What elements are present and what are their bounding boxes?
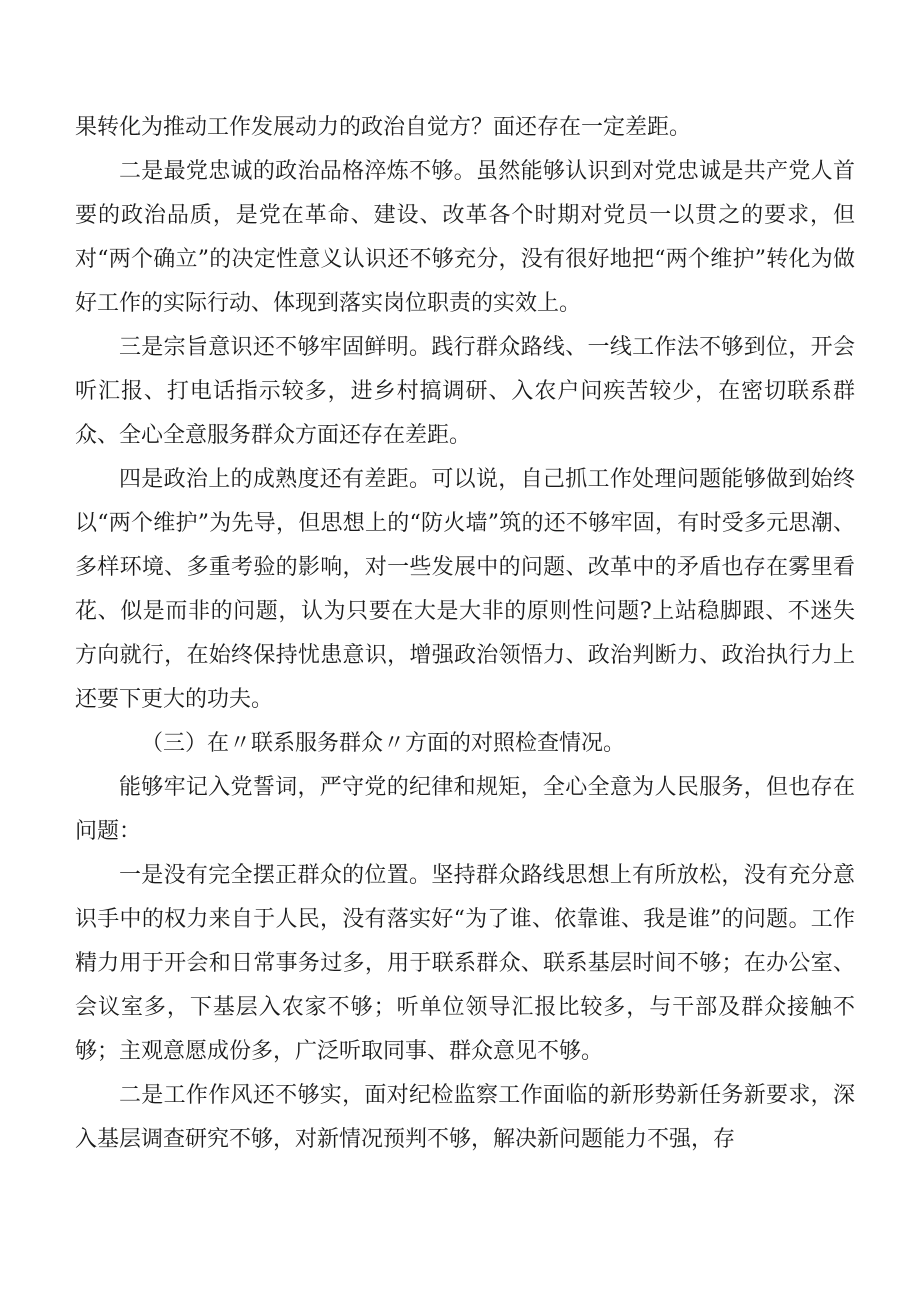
section-heading: （三）在〃联系服务群众〃方面的对照检查情况。: [141, 731, 626, 756]
paragraph-5: 能够牢记入党誓词，严守党的纪律和规矩，全心全意为人民服务，但也存在问题：: [75, 775, 855, 844]
paragraph-6: 一是没有完全摆正群众的位置。坚持群众路线思想上有所放松，没有充分意识手中的权力来自于人民，没有落实好“为了谁、依靠谁、我是谁”的问题。工作精力用于开会和日常事务过多，用于联系群众、联系基层时间不够；在办公室、会议室多，下基层入农家不够；听单位领导汇报比较多，与干部及群众接触不够；主观意愿成份多，广泛听取同事、群众意见不够。: [75, 863, 855, 1064]
document-body: [75, 106, 855, 1162]
paragraph-3: 三是宗旨意识还不够牢固鲜明。践行群众路线、一线工作法不够到位，开会听汇报、打电话指示较多，进乡村搞调研、入农户问疾苦较少，在密切联系群众、全心全意服务群众方面还存在差距。: [75, 335, 855, 448]
paragraph-1: 果转化为推动工作发展动力的政治自觉方？面还存在一定差距。: [75, 115, 692, 140]
paragraph-4: 四是政治上的成熟度还有差距。可以说，自己抓工作处理问题能够做到始终以“两个维护”为先导，但思想上的“防火墙”筑的还不够牢固，有时受多元思潮、多样环境、多重考验的影响，对一些发展中的问题、改革中的矛盾也存在雾里看花、似是而非的问题，认为只要在大是大非的原则性问题?上站稳脚跟、不迷失方向就行，在始终保持忧患意识，增强政治领悟力、政治判断力、政治执行力上还要下更大的功夫。: [75, 467, 855, 712]
paragraph-7: 二是工作作风还不够实，面对纪检监察工作面临的新形势新任务新要求，深入基层调查研究不够，对新情况预判不够，解决新问题能力不强，存: [75, 1083, 855, 1152]
paragraph-2: 二是最党忠诚的政治品格淬炼不够。虽然能够认识到对党忠诚是共产党人首要的政治品质，是党在革命、建设、改革各个时期对党员一以贯之的要求，但对“两个确立”的决定性意义认识还不够充分，没有很好地把“两个维护”转化为做好工作的实际行动、体现到落实岗位职责的实效上。: [75, 159, 855, 316]
